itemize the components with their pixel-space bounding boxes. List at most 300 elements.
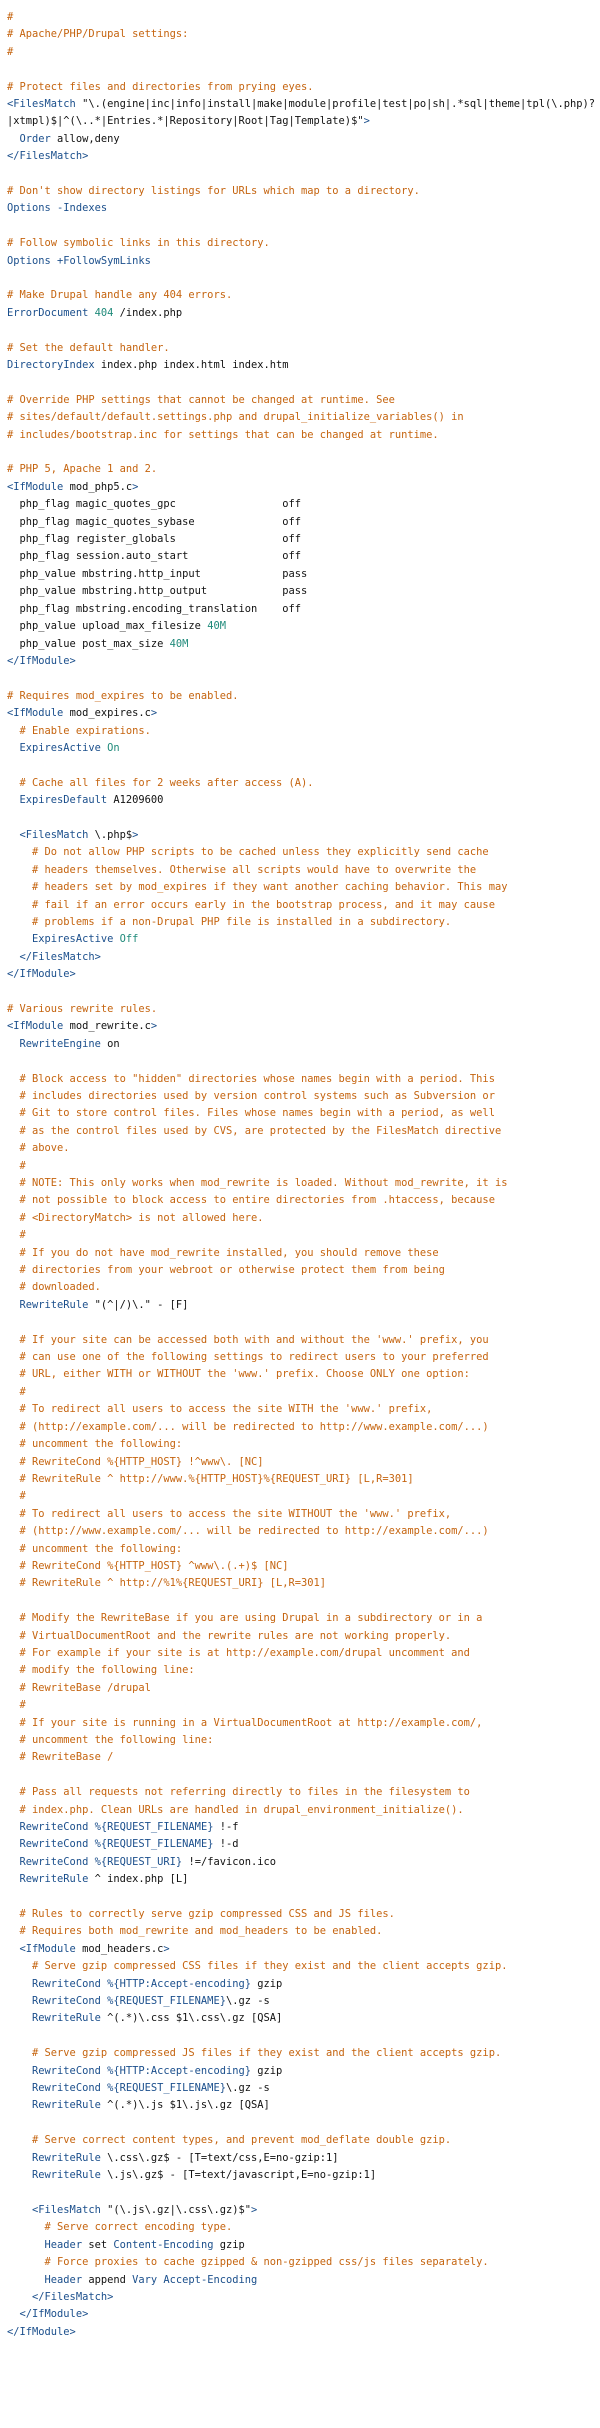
code-text: php_value post_max_size xyxy=(7,637,170,650)
code-directive: <FilesMatch xyxy=(7,2203,108,2216)
code-constant: 40M xyxy=(207,620,226,633)
code-text: !-f xyxy=(213,1821,239,1834)
code-comment: # To redirect all users to access the site WITH the 'www.' prefix, xyxy=(7,1403,433,1416)
code-line xyxy=(7,914,600,931)
code-directive: %{REQUEST_URI} xyxy=(94,1855,183,1868)
code-directive: <IfModule xyxy=(7,480,70,493)
code-directive: Header xyxy=(7,2273,89,2286)
code-comment: # Make Drupal handle any 404 errors. xyxy=(7,289,233,302)
code-line xyxy=(7,96,600,113)
code-line xyxy=(7,1715,600,1732)
code-comment: # RewriteBase / xyxy=(7,1751,114,1764)
code-directive: RewriteCond xyxy=(7,1838,95,1851)
code-line xyxy=(7,200,600,217)
code-directive: DirectoryIndex xyxy=(7,359,101,372)
code-directive: </IfModule> xyxy=(7,2308,89,2321)
code-text: \.php$ xyxy=(94,828,133,841)
code-line xyxy=(7,1993,600,2010)
code-line xyxy=(7,166,600,183)
code-line xyxy=(7,1541,600,1558)
code-comment: # Follow symbolic links in this directory. xyxy=(7,237,270,250)
code-line xyxy=(7,1941,600,1958)
code-comment: # (http://www.example.com/... will be redirected to http://example.com/...) xyxy=(7,1525,489,1538)
code-line xyxy=(7,879,600,896)
code-line xyxy=(7,1314,600,1331)
code-comment: # Don't show directory listings for URLs which map to a directory. xyxy=(7,185,420,198)
code-comment: # xyxy=(7,45,14,58)
code-line xyxy=(7,1123,600,1140)
code-line xyxy=(7,810,600,827)
code-line xyxy=(7,392,600,409)
code-line xyxy=(7,2202,600,2219)
code-comment: # Serve gzip compressed JS files if they exist and the client accepts gzip. xyxy=(7,2047,502,2060)
code-directive: RewriteRule xyxy=(7,2012,108,2025)
code-line xyxy=(7,2097,600,2114)
code-line xyxy=(7,26,600,43)
code-constant: 404 xyxy=(94,306,114,319)
code-comment: # includes/bootstrap.inc for settings that can be changed at runtime. xyxy=(7,428,439,441)
code-text: \.css\.gz$ - [T=text/css,E=no-gzip:1] xyxy=(107,2151,339,2164)
code-line xyxy=(7,618,600,635)
code-comment: # includes directories used by version control systems such as Subversion or xyxy=(7,1090,495,1102)
code-text: ^ index.php [L] xyxy=(94,1873,189,1886)
code-line xyxy=(7,1454,600,1471)
code-line xyxy=(7,1871,600,1888)
code-comment: # xyxy=(7,11,14,23)
code-text: ^(.*)\.css $1\.css\.gz [QSA] xyxy=(107,2012,283,2025)
code-text: php_value mbstring.http_output pass xyxy=(7,585,308,598)
code-text: gzip xyxy=(213,2238,245,2251)
code-comment: # Force proxies to cache gzipped & non-gzipped css/js files separately. xyxy=(7,2256,489,2269)
code-line xyxy=(7,2254,600,2271)
code-comment: # RewriteRule ^ http://www.%{HTTP_HOST}%{REQUEST_URI} [L,R=301] xyxy=(7,1472,414,1485)
code-line xyxy=(7,705,600,722)
code-line xyxy=(7,2115,600,2132)
code-line xyxy=(7,444,600,461)
code-line xyxy=(7,1523,600,1540)
code-line xyxy=(7,1749,600,1766)
code-comment: # Protect files and directories from prying eyes. xyxy=(7,80,314,93)
code-directive: ErrorDocument xyxy=(7,306,95,319)
code-comment: # Modify the RewriteBase if you are using Drupal in a subdirectory or in a xyxy=(7,1612,483,1625)
code-line xyxy=(7,1784,600,1801)
code-text: mod_expires.c xyxy=(69,707,151,720)
code-comment: # Various rewrite rules. xyxy=(7,1002,158,1015)
code-line xyxy=(7,931,600,948)
code-line xyxy=(7,897,600,914)
code-line xyxy=(7,374,600,391)
code-line xyxy=(7,1802,600,1819)
code-line xyxy=(7,1767,600,1784)
code-directive: RewriteCond xyxy=(7,2064,108,2077)
code-text: index.php index.html index.htm xyxy=(100,359,289,372)
code-directive: > xyxy=(363,115,370,128)
code-directive: </IfModule> xyxy=(7,654,76,667)
code-line xyxy=(7,740,600,757)
code-directive: Options xyxy=(7,254,58,267)
code-comment: # VirtualDocumentRoot and the rewrite rules are not working properly. xyxy=(7,1629,452,1642)
code-comment: # sites/default/default.settings.php and drupal_initialize_variables() in xyxy=(7,411,464,424)
code-line xyxy=(7,9,600,26)
code-comment: # Serve correct content types, and prevent mod_deflate double gzip. xyxy=(7,2134,452,2147)
code-line xyxy=(7,1279,600,1296)
code-text: php_flag magic_quotes_gpc off xyxy=(7,498,302,511)
code-line xyxy=(7,218,600,235)
code-line xyxy=(7,844,600,861)
code-line xyxy=(7,1558,600,1575)
code-directive: <IfModule xyxy=(7,707,70,720)
code-comment: # xyxy=(7,1229,26,1242)
code-directive: Header xyxy=(7,2238,89,2251)
code-comment: # Enable expirations. xyxy=(7,724,151,737)
code-line xyxy=(7,1906,600,1923)
code-line xyxy=(7,131,600,148)
code-line xyxy=(7,287,600,304)
code-directive: %{HTTP:Accept-encoding} xyxy=(107,1977,251,1990)
code-line xyxy=(7,1158,600,1175)
code-text: gzip xyxy=(250,1977,283,1990)
code-constant: 40M xyxy=(169,637,189,650)
code-line xyxy=(7,548,600,565)
code-line xyxy=(7,1366,600,1383)
code-line xyxy=(7,1488,600,1505)
code-line xyxy=(7,1332,600,1349)
code-directive: ExpiresActive xyxy=(7,741,108,754)
code-text: !=/favicon.ico xyxy=(182,1855,277,1868)
code-directive: %{HTTP:Accept-encoding} xyxy=(107,2064,251,2077)
code-directive: RewriteCond xyxy=(7,1995,108,2008)
code-line xyxy=(7,2028,600,2045)
code-line xyxy=(7,2219,600,2236)
code-text: ^(.*)\.js $1\.js\.gz [QSA] xyxy=(107,2099,270,2112)
code-line xyxy=(7,1088,600,1105)
code-comment: # problems if a non-Drupal PHP file is installed in a subdirectory. xyxy=(7,915,452,928)
code-text: mod_rewrite.c xyxy=(69,1020,151,1033)
code-text: "\.(engine|inc|info|install|make|module|profile|test|po|sh|.*sql|theme|tpl(\.php)? xyxy=(82,98,596,111)
code-line xyxy=(7,1436,600,1453)
code-line xyxy=(7,235,600,252)
code-directive: > xyxy=(150,1020,158,1033)
code-line xyxy=(7,79,600,96)
code-line xyxy=(7,270,600,287)
code-constant: On xyxy=(107,741,120,754)
code-text: gzip xyxy=(250,2064,283,2077)
code-directive: RewriteCond xyxy=(7,1821,95,1834)
code-line xyxy=(7,2306,600,2323)
code-text: php_flag session.auto_start off xyxy=(7,550,302,563)
code-comment: # xyxy=(7,1699,26,1712)
code-directive: RewriteRule xyxy=(7,2169,108,2182)
code-line xyxy=(7,757,600,774)
code-comment: # Apache/PHP/Drupal settings: xyxy=(7,28,189,41)
code-directive: RewriteRule xyxy=(7,1873,95,1886)
code-comment: # If your site is running in a VirtualDocumentRoot at http://example.com/, xyxy=(7,1716,483,1729)
code-text: php_flag mbstring.encoding_translation off xyxy=(7,602,302,615)
code-line xyxy=(7,531,600,548)
code-text: |xtmpl)$|^(\..*|Entries.*|Repository|Root|Tag|Template)$" xyxy=(7,115,364,128)
code-directive: %{REQUEST_FILENAME} xyxy=(107,2082,226,2095)
code-comment: # Block access to "hidden" directories whose names begin with a period. This xyxy=(7,1072,495,1085)
code-directive: RewriteRule xyxy=(7,1298,95,1311)
code-line xyxy=(7,1053,600,1070)
code-line xyxy=(7,2080,600,2097)
code-line xyxy=(7,653,600,670)
code-directive: <IfModule xyxy=(7,1020,70,1033)
code-constant: Off xyxy=(119,933,139,946)
code-comment: # headers set by mod_expires if they want another caching behavior. This may xyxy=(7,881,508,894)
code-directive: RewriteRule xyxy=(7,2099,108,2112)
code-directive: </FilesMatch> xyxy=(7,150,89,163)
code-line xyxy=(7,1976,600,1993)
code-text: A1209600 xyxy=(113,794,164,807)
code-text: php_flag register_globals off xyxy=(7,533,302,546)
code-comment: # NOTE: This only works when mod_rewrite is loaded. Without mod_rewrite, it is xyxy=(7,1177,508,1190)
code-directive: > xyxy=(132,480,139,493)
code-line xyxy=(7,1262,600,1279)
code-text: mod_headers.c xyxy=(82,1942,164,1955)
code-line xyxy=(7,1245,600,1262)
code-line xyxy=(7,2010,600,2027)
code-line xyxy=(7,792,600,809)
code-directive: Vary Accept-Encoding xyxy=(132,2273,258,2286)
code-text: "(^|/)\." - [F] xyxy=(94,1298,189,1311)
code-line xyxy=(7,1384,600,1401)
code-line xyxy=(7,723,600,740)
code-comment: # xyxy=(7,1159,26,1172)
code-line xyxy=(7,1227,600,1244)
code-text: php_value upload_max_filesize xyxy=(7,620,208,633)
code-comment: # index.php. Clean URLs are handled in drupal_environment_initialize(). xyxy=(7,1803,464,1816)
code-directive: %{REQUEST_FILENAME} xyxy=(94,1838,214,1851)
code-directive: Options xyxy=(7,202,58,215)
code-directive: %{REQUEST_FILENAME} xyxy=(94,1821,214,1834)
code-comment: # Requires mod_expires to be enabled. xyxy=(7,689,239,702)
code-line xyxy=(7,357,600,374)
code-line xyxy=(7,253,600,270)
code-line xyxy=(7,1210,600,1227)
code-line xyxy=(7,113,600,130)
code-line xyxy=(7,305,600,322)
code-line xyxy=(7,409,600,426)
code-line xyxy=(7,2324,600,2341)
code-line xyxy=(7,2237,600,2254)
code-directive: <IfModule xyxy=(7,1942,83,1955)
code-text: set xyxy=(88,2238,114,2251)
code-text: /index.php xyxy=(113,306,183,319)
code-directive: Content-Encoding xyxy=(113,2238,214,2251)
code-text: mod_php5.c xyxy=(69,480,133,493)
code-line xyxy=(7,1001,600,1018)
code-line xyxy=(7,2272,600,2289)
code-line xyxy=(7,1071,600,1088)
code-line xyxy=(7,44,600,61)
code-line xyxy=(7,1680,600,1697)
code-line xyxy=(7,862,600,879)
code-line xyxy=(7,1610,600,1627)
code-comment: # modify the following line: xyxy=(7,1664,195,1677)
code-comment: # uncomment the following: xyxy=(7,1438,183,1451)
code-comment: # PHP 5, Apache 1 and 2. xyxy=(7,463,158,476)
code-line xyxy=(7,1140,600,1157)
code-line xyxy=(7,1401,600,1418)
code-text: \.gz -s xyxy=(225,1995,270,2008)
code-directive: RewriteCond xyxy=(7,1977,108,1990)
code-comment: # fail if an error occurs early in the bootstrap process, and it may cause xyxy=(7,898,495,911)
code-text: \.gz -s xyxy=(225,2082,270,2095)
code-comment: # Serve gzip compressed CSS files if they exist and the client accepts gzip. xyxy=(7,1960,508,1973)
code-comment: # Do not allow PHP scripts to be cached unless they explicitly send cache xyxy=(7,846,489,859)
code-comment: # not possible to block access to entire directories from .htaccess, because xyxy=(7,1194,495,1207)
code-directive: > xyxy=(250,2203,258,2216)
code-directive: -Indexes xyxy=(57,202,108,215)
code-line xyxy=(7,2289,600,2306)
code-comment: # For example if your site is at http://example.com/drupal uncomment and xyxy=(7,1646,470,1659)
code-line xyxy=(7,2167,600,2184)
code-comment: # above. xyxy=(7,1142,70,1155)
code-line xyxy=(7,1471,600,1488)
code-line xyxy=(7,1854,600,1871)
code-line xyxy=(7,1889,600,1906)
code-line xyxy=(7,2063,600,2080)
code-comment: # can use one of the following settings to redirect users to your preferred xyxy=(7,1351,489,1364)
code-comment: # Git to store control files. Files whose names begin with a period, as well xyxy=(7,1107,495,1120)
code-line xyxy=(7,322,600,339)
code-comment: # RewriteRule ^ http://%1%{REQUEST_URI} [L,R=301] xyxy=(7,1577,327,1590)
code-line xyxy=(7,1697,600,1714)
code-line xyxy=(7,1819,600,1836)
code-text: allow,deny xyxy=(57,132,120,145)
code-line xyxy=(7,427,600,444)
code-text: php_value mbstring.http_input pass xyxy=(7,567,308,580)
code-line xyxy=(7,949,600,966)
code-line xyxy=(7,1506,600,1523)
code-comment: # RewriteCond %{HTTP_HOST} !^www\. [NC] xyxy=(7,1455,264,1468)
code-comment: # Rules to correctly serve gzip compressed CSS and JS files. xyxy=(7,1908,395,1921)
code-directive: RewriteEngine xyxy=(7,1037,108,1050)
code-line xyxy=(7,1628,600,1645)
code-line xyxy=(7,461,600,478)
code-directive: <FilesMatch xyxy=(7,828,95,841)
code-line xyxy=(7,496,600,513)
code-line xyxy=(7,479,600,496)
code-line xyxy=(7,183,600,200)
code-line xyxy=(7,148,600,165)
code-directive: %{REQUEST_FILENAME} xyxy=(107,1995,226,2008)
code-line xyxy=(7,966,600,983)
code-comment: # Set the default handler. xyxy=(7,341,170,354)
code-line xyxy=(7,61,600,78)
code-line xyxy=(7,1958,600,1975)
code-comment: # headers themselves. Otherwise all scripts would have to overwrite the xyxy=(7,863,477,876)
code-comment: # xyxy=(7,1490,26,1503)
code-directive: > xyxy=(150,707,158,720)
code-line xyxy=(7,583,600,600)
code-line xyxy=(7,2132,600,2149)
code-comment: # If you do not have mod_rewrite installed, you should remove these xyxy=(7,1246,439,1259)
code-line xyxy=(7,827,600,844)
code-line xyxy=(7,1018,600,1035)
code-directive: ExpiresDefault xyxy=(7,794,114,807)
code-comment: # Pass all requests not referring directly to files in the filesystem to xyxy=(7,1786,470,1799)
code-directive: </IfModule> xyxy=(7,2325,76,2338)
code-comment: # uncomment the following: xyxy=(7,1542,183,1555)
code-line xyxy=(7,1105,600,1122)
code-line xyxy=(7,1419,600,1436)
code-line xyxy=(7,514,600,531)
code-directive: RewriteCond xyxy=(7,2082,108,2095)
code-directive: <FilesMatch xyxy=(7,98,83,111)
code-line xyxy=(7,688,600,705)
code-line xyxy=(7,1662,600,1679)
code-line xyxy=(7,340,600,357)
code-comment: # downloaded. xyxy=(7,1281,101,1294)
code-comment: # <DirectoryMatch> is not allowed here. xyxy=(7,1211,264,1224)
code-line xyxy=(7,566,600,583)
code-directive: RewriteCond xyxy=(7,1855,95,1868)
code-line xyxy=(7,1575,600,1592)
code-directive: +FollowSymLinks xyxy=(57,254,151,267)
code-line xyxy=(7,2185,600,2202)
code-line xyxy=(7,1175,600,1192)
code-comment: # URL, either WITH or WITHOUT the 'www.' prefix. Choose ONLY one option: xyxy=(7,1368,470,1381)
code-line xyxy=(7,1732,600,1749)
code-text: on xyxy=(107,1037,120,1050)
code-directive: RewriteRule xyxy=(7,2151,108,2164)
code-comment: # Cache all files for 2 weeks after access (A). xyxy=(7,776,314,789)
code-line xyxy=(7,670,600,687)
code-comment: # RewriteBase /drupal xyxy=(7,1681,151,1694)
code-line xyxy=(7,1297,600,1314)
code-text: !-d xyxy=(213,1838,239,1851)
code-text: \.js\.gz$ - [T=text/javascript,E=no-gzip:1] xyxy=(107,2169,377,2182)
code-line xyxy=(7,1593,600,1610)
code-comment: # directories from your webroot or otherwise protect them from being xyxy=(7,1264,445,1277)
code-comment: # Override PHP settings that cannot be changed at runtime. See xyxy=(7,393,395,406)
code-line xyxy=(7,1923,600,1940)
code-comment: # RewriteCond %{HTTP_HOST} ^www\.(.+)$ [NC] xyxy=(7,1559,289,1572)
code-line xyxy=(7,1349,600,1366)
code-comment: # Serve correct encoding type. xyxy=(7,2221,233,2234)
code-line xyxy=(7,1645,600,1662)
code-line xyxy=(7,1836,600,1853)
code-line xyxy=(7,601,600,618)
code-directive: </FilesMatch> xyxy=(7,2290,114,2303)
code-line xyxy=(7,775,600,792)
code-line xyxy=(7,1036,600,1053)
code-text: append xyxy=(88,2273,133,2286)
code-comment: # uncomment the following line: xyxy=(7,1734,214,1746)
code-text: "(\.js\.gz|\.css\.gz)$" xyxy=(107,2203,251,2216)
code-directive: </IfModule> xyxy=(7,968,76,981)
code-line xyxy=(7,2150,600,2167)
code-directive: ExpiresActive xyxy=(7,933,120,946)
code-line xyxy=(7,1192,600,1209)
code-comment: # (http://example.com/... will be redirected to http://www.example.com/...) xyxy=(7,1420,489,1433)
code-line xyxy=(7,2045,600,2062)
code-directive: </FilesMatch> xyxy=(7,950,101,963)
code-line xyxy=(7,636,600,653)
code-line xyxy=(7,984,600,1001)
code-comment: # If your site can be accessed both with and without the 'www.' prefix, you xyxy=(7,1333,489,1346)
code-comment: # Requires both mod_rewrite and mod_headers to be enabled. xyxy=(7,1925,383,1938)
code-text: php_flag magic_quotes_sybase off xyxy=(7,515,302,528)
code-directive: Order xyxy=(7,132,58,145)
code-comment: # xyxy=(7,1385,26,1398)
code-directive: > xyxy=(132,828,139,841)
code-directive: > xyxy=(163,1942,170,1955)
code-comment: # as the control files used by CVS, are protected by the FilesMatch directive xyxy=(7,1124,502,1137)
code-comment: # To redirect all users to access the site WITHOUT the 'www.' prefix, xyxy=(7,1507,452,1520)
